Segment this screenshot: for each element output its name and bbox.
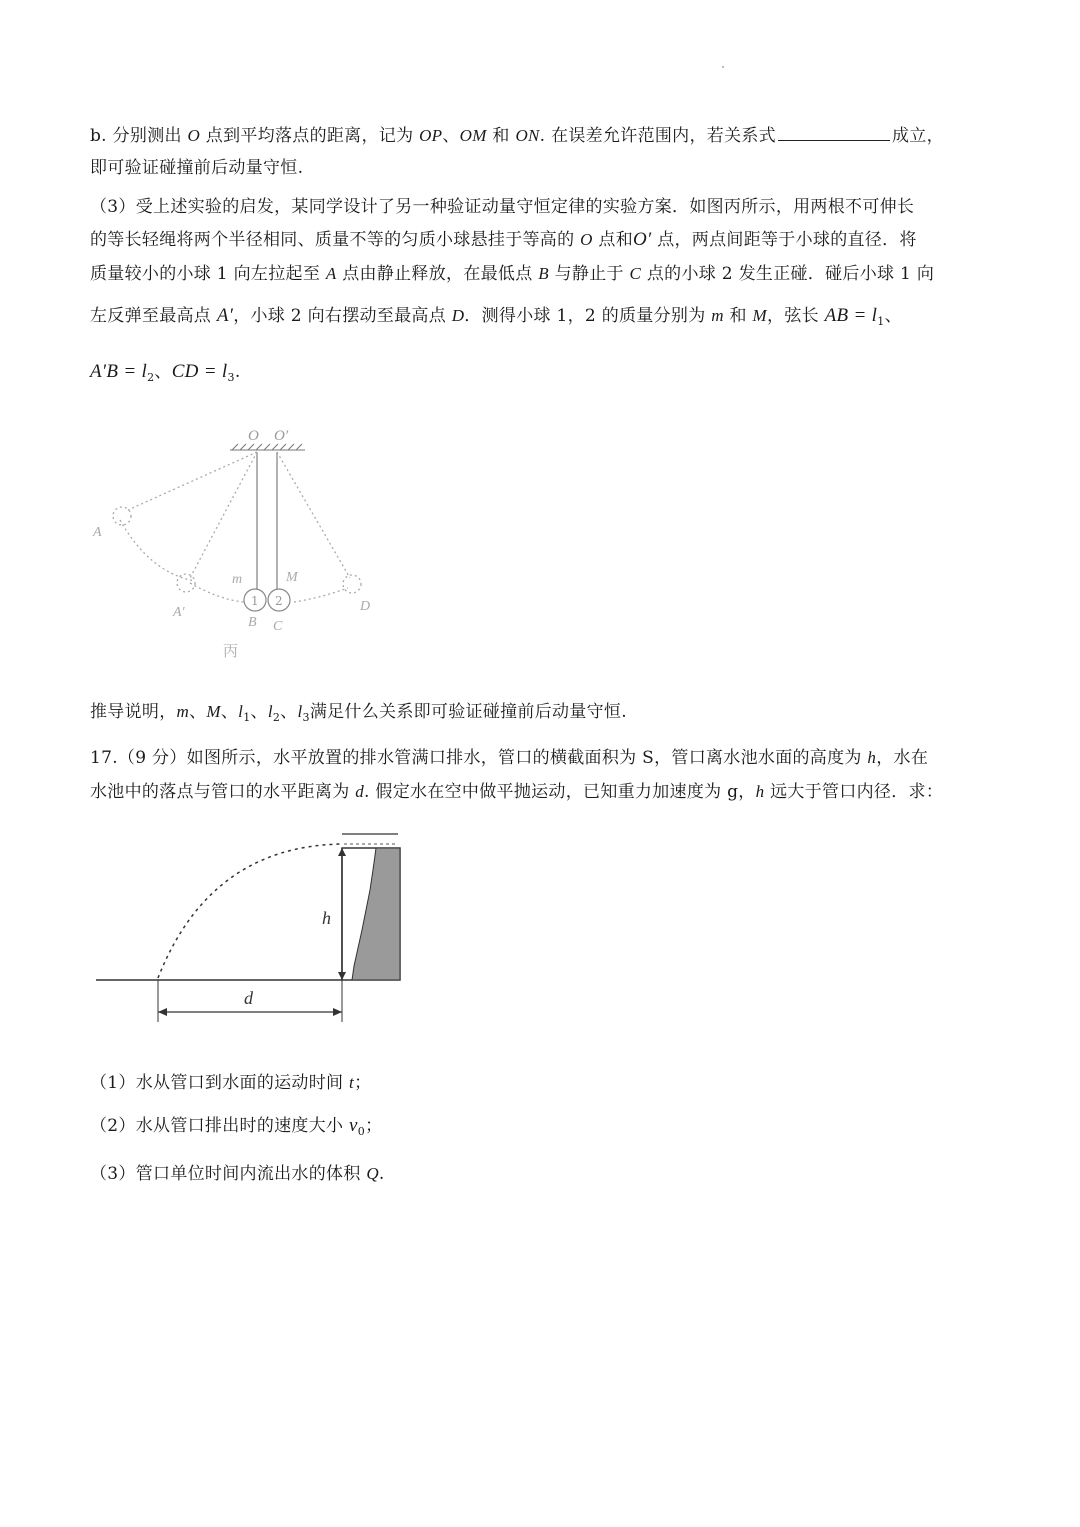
para3-line5: [90, 360, 241, 390]
para3-line3: [90, 262, 934, 286]
equation-AB: AB = l: [824, 305, 878, 326]
ball-1-label: 1: [251, 594, 259, 608]
var-A-prime: A′: [216, 305, 234, 326]
para3-line1: （3）受上述实验的启发，某同学设计了另一种验证动量守恒定律的实验方案．如图丙所示，用两根不可伸长: [90, 197, 915, 217]
dim-arrow-right: [333, 1008, 342, 1016]
drain-pipe-figure: [90, 826, 410, 1026]
var-A: A: [325, 264, 337, 283]
text: . 假定水在空中做平抛运动，已知重力加速度为 g，: [364, 782, 756, 802]
text: 、: [189, 702, 207, 722]
var-C: C: [629, 264, 642, 283]
var-OP: OP: [419, 126, 443, 145]
var-m: m: [711, 306, 724, 325]
trajectory: [158, 844, 342, 978]
label-O-prime: O′: [274, 428, 289, 444]
var-l: l: [238, 702, 244, 721]
text: 、: [250, 702, 268, 722]
var-t: t: [349, 1073, 355, 1092]
para3-line2: [90, 228, 917, 252]
derive-line: [90, 700, 627, 730]
label-A-prime: A′: [173, 605, 185, 620]
text: 17.（9 分）如图所示，水平放置的排水管满口排水，管口的横截面积为 S，管口离水池水面的高度为: [90, 748, 868, 768]
text: 质量较小的小球 1 向左拉起至: [90, 264, 326, 284]
text: 、: [280, 702, 298, 722]
answer-blank[interactable]: [778, 125, 890, 141]
text: （1）水从管口到水面的运动时间: [90, 1073, 350, 1093]
subscript: 2: [147, 371, 155, 384]
subscript: 1: [877, 315, 885, 328]
subscript: 2: [272, 711, 281, 724]
text: （3）管口单位时间内流出水的体积: [90, 1164, 367, 1184]
q17-line1: [90, 746, 928, 770]
var-l: l: [267, 702, 273, 721]
var-ON: ON: [515, 126, 540, 145]
label-B: B: [248, 615, 257, 630]
question-1: [90, 1071, 371, 1095]
text: ，弦长: [767, 306, 825, 326]
var-Q: Q: [366, 1164, 379, 1183]
label-m: m: [232, 572, 243, 587]
text: ，水在: [876, 748, 929, 768]
q17-line2: [90, 780, 943, 804]
subscript: 3: [227, 371, 235, 384]
text: 、: [442, 126, 460, 146]
ball-2-label: 2: [275, 594, 283, 608]
text: 成立，: [891, 126, 944, 146]
var-l: l: [297, 702, 303, 721]
text: 满足什么关系即可验证碰撞前后动量守恒.: [309, 702, 627, 722]
text: 推导说明，: [90, 702, 177, 722]
text: 点和: [592, 230, 633, 250]
text: 点到平均落点的距离，记为: [200, 126, 420, 146]
label-M: M: [286, 570, 298, 585]
text: 与静止于: [548, 264, 630, 284]
text: b. 分别测出: [90, 126, 188, 146]
label-C: C: [273, 619, 283, 634]
text: ，小球 2 向右摆动至最高点: [233, 306, 452, 326]
label-d: d: [244, 988, 253, 1008]
var-d: d: [355, 782, 365, 801]
question-3: [90, 1162, 385, 1186]
var-M: M: [752, 306, 768, 325]
para3-line4: [90, 304, 902, 334]
var-v: v: [349, 1115, 358, 1136]
label-h: h: [322, 908, 331, 928]
subscript: 3: [302, 711, 310, 724]
var-B: B: [538, 264, 549, 283]
text: ．测得小球 1，2 的质量分别为: [464, 306, 712, 326]
text: 和: [723, 306, 753, 326]
para-b-line1: [90, 124, 944, 148]
ceiling-hatch: [230, 444, 305, 450]
scan-dot: [722, 66, 724, 68]
dim-arrow-left: [158, 1008, 167, 1016]
text: . 在误差允许范围内，若关系式: [539, 126, 776, 146]
pendulum-figure: [80, 418, 400, 668]
var-O: O: [580, 230, 593, 249]
var-O-prime: O′: [633, 229, 652, 250]
label-O: O: [248, 428, 259, 444]
text: 点，两点间距等于小球的直径．将: [651, 230, 917, 250]
figure-caption: 丙: [223, 642, 239, 660]
text: 水池中的落点与管口的水平距离为: [90, 782, 356, 802]
text: 点的小球 2 发生正碰．碰后小球 1 向: [641, 264, 935, 284]
question-2: [90, 1114, 382, 1144]
label-A: A: [93, 525, 102, 540]
subscript: 0: [357, 1125, 366, 1138]
var-O: O: [187, 126, 201, 145]
text: 点由静止释放，在最低点: [336, 264, 539, 284]
text: （2）水从管口排出时的速度大小: [90, 1116, 350, 1136]
text: 、: [884, 306, 902, 326]
var-h: h: [867, 748, 877, 767]
label-D: D: [360, 599, 371, 614]
equation-A-prime-B: A′B = l: [90, 361, 148, 382]
text: ；: [365, 1116, 383, 1136]
var-M: M: [206, 702, 221, 721]
text: .: [234, 362, 241, 382]
text: 的等长轻绳将两个半径相同、质量不等的匀质小球悬挂于等高的: [90, 230, 581, 250]
var-h: h: [755, 782, 765, 801]
var-D: D: [451, 306, 465, 325]
para-b-line2: 即可验证碰撞前后动量守恒.: [90, 158, 304, 178]
text: ；: [354, 1073, 372, 1093]
text: .: [378, 1164, 385, 1184]
var-m: m: [176, 702, 190, 721]
var-OM: OM: [459, 126, 487, 145]
text: 、: [220, 702, 239, 722]
subscript: 1: [243, 711, 251, 724]
text: 和: [486, 126, 516, 146]
text: 远大于管口内径．求：: [764, 782, 944, 802]
equation-CD: CD = l: [171, 361, 228, 382]
text: 、: [154, 362, 172, 382]
text: 左反弹至最高点: [90, 306, 217, 326]
